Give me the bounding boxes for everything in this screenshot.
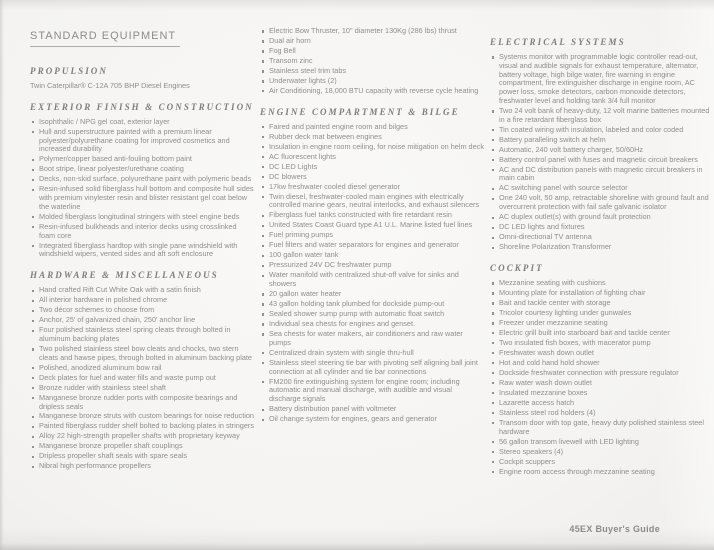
list-item: Decks, non-skid surface, polyurethane paint with polymeric beads — [30, 175, 254, 184]
list-item: Stereo speakers (4) — [490, 448, 714, 457]
footer-guide-label: 45EX Buyer's Guide — [569, 524, 660, 534]
list-item: Cockpit scuppers — [490, 458, 714, 467]
list-item: Tricolor courtesy lighting under gunwales — [490, 309, 714, 318]
list-item: Isophthalic / NPG gel coat, exterior layer — [30, 118, 254, 127]
list-item: Battery control panel with fuses and magnetic circuit breakers — [490, 156, 714, 165]
list-item: Transom door with top gate, heavy duty polished stainless steel hardware — [490, 419, 714, 437]
list-item: Manganese bronze propeller shaft couplings — [30, 442, 254, 451]
list-item: Centralized drain system with single thru-hull — [260, 349, 484, 358]
list-item: Sealed shower sump pump with automatic float switch — [260, 310, 484, 319]
section-heading: ELECTRICAL SYSTEMS — [490, 37, 626, 47]
list-item: Water manifold with centralized shut-off valve for sinks and showers — [260, 271, 484, 289]
list-item: Underwater lights (2) — [260, 77, 484, 86]
list-item: Hand crafted Rift Cut White Oak with a satin finish — [30, 286, 254, 295]
list-item: Raw water wash down outlet — [490, 379, 714, 388]
list-item: One 240 volt, 50 amp, retractable shoreline with ground fault and overcurrent protection with fail safe galvanic isolator — [490, 194, 714, 212]
list-item: Deck plates for fuel and water fills and waste pump out — [30, 374, 254, 383]
section — [490, 37, 714, 252]
section-heading: COCKPIT — [490, 262, 544, 273]
list-item: Two décor schemes to choose from — [30, 306, 254, 315]
list-item: Fuel filters and water separators for engines and generator — [260, 241, 484, 250]
list-item: Automatic, 240 volt battery charger, 50/60Hz — [490, 146, 714, 155]
list-item: Dripless propeller shaft seals with spare seals — [30, 452, 254, 461]
list-item: Two 24 volt bank of heavy-duty, 12 volt marine batteries mounted in a fire retardant fiberglass box — [490, 107, 714, 125]
section — [30, 66, 254, 91]
list-item: Tin coated wiring with insulation, labeled and color coded — [490, 126, 714, 135]
list-item: DC LED Lights — [260, 163, 484, 172]
list-item: Mounting plate for installation of fighting chair — [490, 289, 714, 298]
list-item: Sea chests for water makers, air conditioners and raw water pumps — [260, 330, 484, 348]
column-1 — [30, 26, 254, 477]
list-item: Stainless steel steering tie bar with pivoting self aligning ball joint connection at all cylinder and tie bar connections — [260, 359, 484, 377]
list-item: Freshwater wash down outlet — [490, 349, 714, 358]
section — [30, 102, 254, 259]
list-item: Boot stripe, linear polyester/urethane coating — [30, 165, 254, 174]
list-item: Engine room access through mezzanine seating — [490, 468, 714, 477]
list-item: Fiberglass fuel tanks constructed with fire retardant resin — [260, 211, 484, 220]
list-item: Electric grill built into starboard bait and tackle center — [490, 329, 714, 338]
list-item: Hull and superstructure painted with a premium linear polyester/polyurethane coating for improved cosmetics and increased durability — [30, 128, 254, 154]
list-item: Polished, anodized aluminum bow rail — [30, 364, 254, 373]
section — [260, 107, 484, 424]
list-item: AC switching panel with source selector — [490, 184, 714, 193]
column-2 — [260, 26, 484, 477]
list-item: Faired and painted engine room and bilges — [260, 123, 484, 132]
bullet-list — [30, 286, 254, 471]
bullet-list — [260, 123, 484, 424]
list-item: Manganese bronze rudder ports with composite bearings and dripless seals — [30, 394, 254, 412]
list-item: 20 gallon water heater — [260, 290, 484, 299]
section — [260, 27, 484, 96]
plain-item: Twin Caterpillar® C-12A 705 BHP Diesel Engines — [30, 81, 190, 90]
list-item: Two polished stainless steel bow cleats and chocks, two stern cleats and hawse pipes, through bolted in aluminum backing plate — [30, 345, 254, 363]
list-item: AC fluorescent lights — [260, 153, 484, 162]
section-heading: ENGINE COMPARTMENT & BILGE — [260, 106, 460, 117]
list-item: Resin-infused bulkheads and interior decks using crosslinked foam core — [30, 223, 254, 241]
list-item: Four polished stainless steel spring cleats through bolted in aluminum backing plates — [30, 326, 254, 344]
list-item: Integrated fiberglass hardtop with single pane windshield with windshield wipers, vented sides and aft soft enclosure — [30, 242, 254, 260]
list-item: AC duplex outlet(s) with ground fault protection — [490, 213, 714, 222]
list-item: Rubber deck mat between engines — [260, 133, 484, 142]
list-item: Battery distribution panel with voltmeter — [260, 405, 484, 414]
list-item: Individual sea chests for engines and genset. — [260, 320, 484, 329]
list-item: Insulated mezzanine boxes — [490, 389, 714, 398]
list-item: Fog Bell — [260, 47, 484, 56]
list-item: Battery paralleling switch at helm — [490, 136, 714, 145]
section — [490, 263, 714, 476]
section-heading: HARDWARE & MISCELLANEOUS — [30, 270, 219, 281]
list-item: Lazarette access hatch — [490, 399, 714, 408]
list-item: 56 gallon transom livewell with LED lighting — [490, 438, 714, 447]
section-heading: PROPULSION — [30, 66, 109, 76]
list-item: Shoreline Polarization Transformer — [490, 243, 714, 252]
column-3 — [490, 26, 714, 477]
list-item: Two insulated fish boxes, with macerator pump — [490, 339, 714, 348]
bullet-list — [490, 279, 714, 476]
list-item: Fuel priming pumps — [260, 231, 484, 240]
list-item: Air Conditioning, 18,000 BTU capacity with reverse cycle heating — [260, 87, 484, 96]
list-item: Freezer under mezzanine seating — [490, 319, 714, 328]
list-item: Transom zinc — [260, 57, 484, 66]
list-item: Nibral high performance propellers — [30, 462, 254, 471]
list-item: Painted fiberglass rudder shelf bolted to backing plates in stringers — [30, 422, 254, 431]
list-item: DC blowers — [260, 173, 484, 182]
list-item: Dual air horn — [260, 37, 484, 46]
list-item: Alloy 22 high-strength propeller shafts with proprietary keyway — [30, 432, 254, 441]
list-item: Systems monitor with programmable logic controller read-out, visual and audible signals for exhaust temperature, alternator, battery voltage, high bilge water, fire warning in engine compartment, fire extinguisher discharge in engine room, AC power loss, smoke detectors, carbon monoxide detectors, freshwater level and holding tank 3/4 full monitor — [490, 53, 714, 106]
list-item: Resin-infused solid fiberglass hull bottom and composite hull sides with premium vinylester resin and blister resistant gel coat below the waterline — [30, 185, 254, 211]
list-item: All interior hardware in polished chrome — [30, 296, 254, 305]
section-heading: EXTERIOR FINISH & CONSTRUCTION — [30, 101, 254, 112]
list-item: Manganese bronze struts with custom bearings for noise reduction — [30, 412, 254, 421]
page-title: STANDARD EQUIPMENT — [30, 30, 180, 47]
list-item: Anchor, 25' of galvanized chain, 250' anchor line — [30, 316, 254, 325]
list-item: DC LED lights and fixtures — [490, 223, 714, 232]
list-item: AC and DC distribution panels with magnetic circuit breakers in main cabin — [490, 166, 714, 184]
bullet-list — [490, 53, 714, 252]
bullet-list — [260, 27, 484, 96]
list-item: Molded fiberglass longitudinal stringers with steel engine beds — [30, 213, 254, 222]
bullet-list — [30, 118, 254, 259]
list-item: Bait and tackle center with storage — [490, 299, 714, 308]
list-item: Oil change system for engines, gears and generator — [260, 415, 484, 424]
list-item: 43 gallon holding tank plumbed for dockside pump-out — [260, 300, 484, 309]
list-item: 17kw freshwater cooled diesel generator — [260, 183, 484, 192]
list-item: Insulation in engine room ceiling, for noise mitigation on helm deck — [260, 143, 484, 152]
list-item: Omni-directional TV antenna — [490, 233, 714, 242]
list-item: Electric Bow Thruster, 10" diameter 130Kg (286 lbs) thrust — [260, 27, 484, 36]
list-item: Stainless steel rod holders (4) — [490, 409, 714, 418]
list-item: Mezzanine seating with cushions — [490, 279, 714, 288]
list-item: Twin diesel, freshwater-cooled main engines with electrically controlled marine gears, neutral interlocks, and exhaust silencers — [260, 193, 484, 211]
list-item: 100 gallon water tank — [260, 251, 484, 260]
list-item: Stainless steel trim tabs — [260, 67, 484, 76]
section — [30, 270, 254, 471]
list-item: Hot and cold hand hold shower — [490, 359, 714, 368]
list-item: Pressurized 24V DC freshwater pump — [260, 261, 484, 270]
list-item: United States Coast Guard type A1 U.L. Marine listed fuel lines — [260, 221, 484, 230]
list-item: Dockside freshwater connection with pressure regulator — [490, 369, 714, 378]
list-item: Polymer/copper based anti-fouling bottom paint — [30, 155, 254, 164]
list-item: FM200 fire extinguishing system for engine room; including automatic and manual discharge, with audible and visual discharge signals — [260, 378, 484, 404]
list-item: Bronze rudder with stainless steel shaft — [30, 384, 254, 393]
